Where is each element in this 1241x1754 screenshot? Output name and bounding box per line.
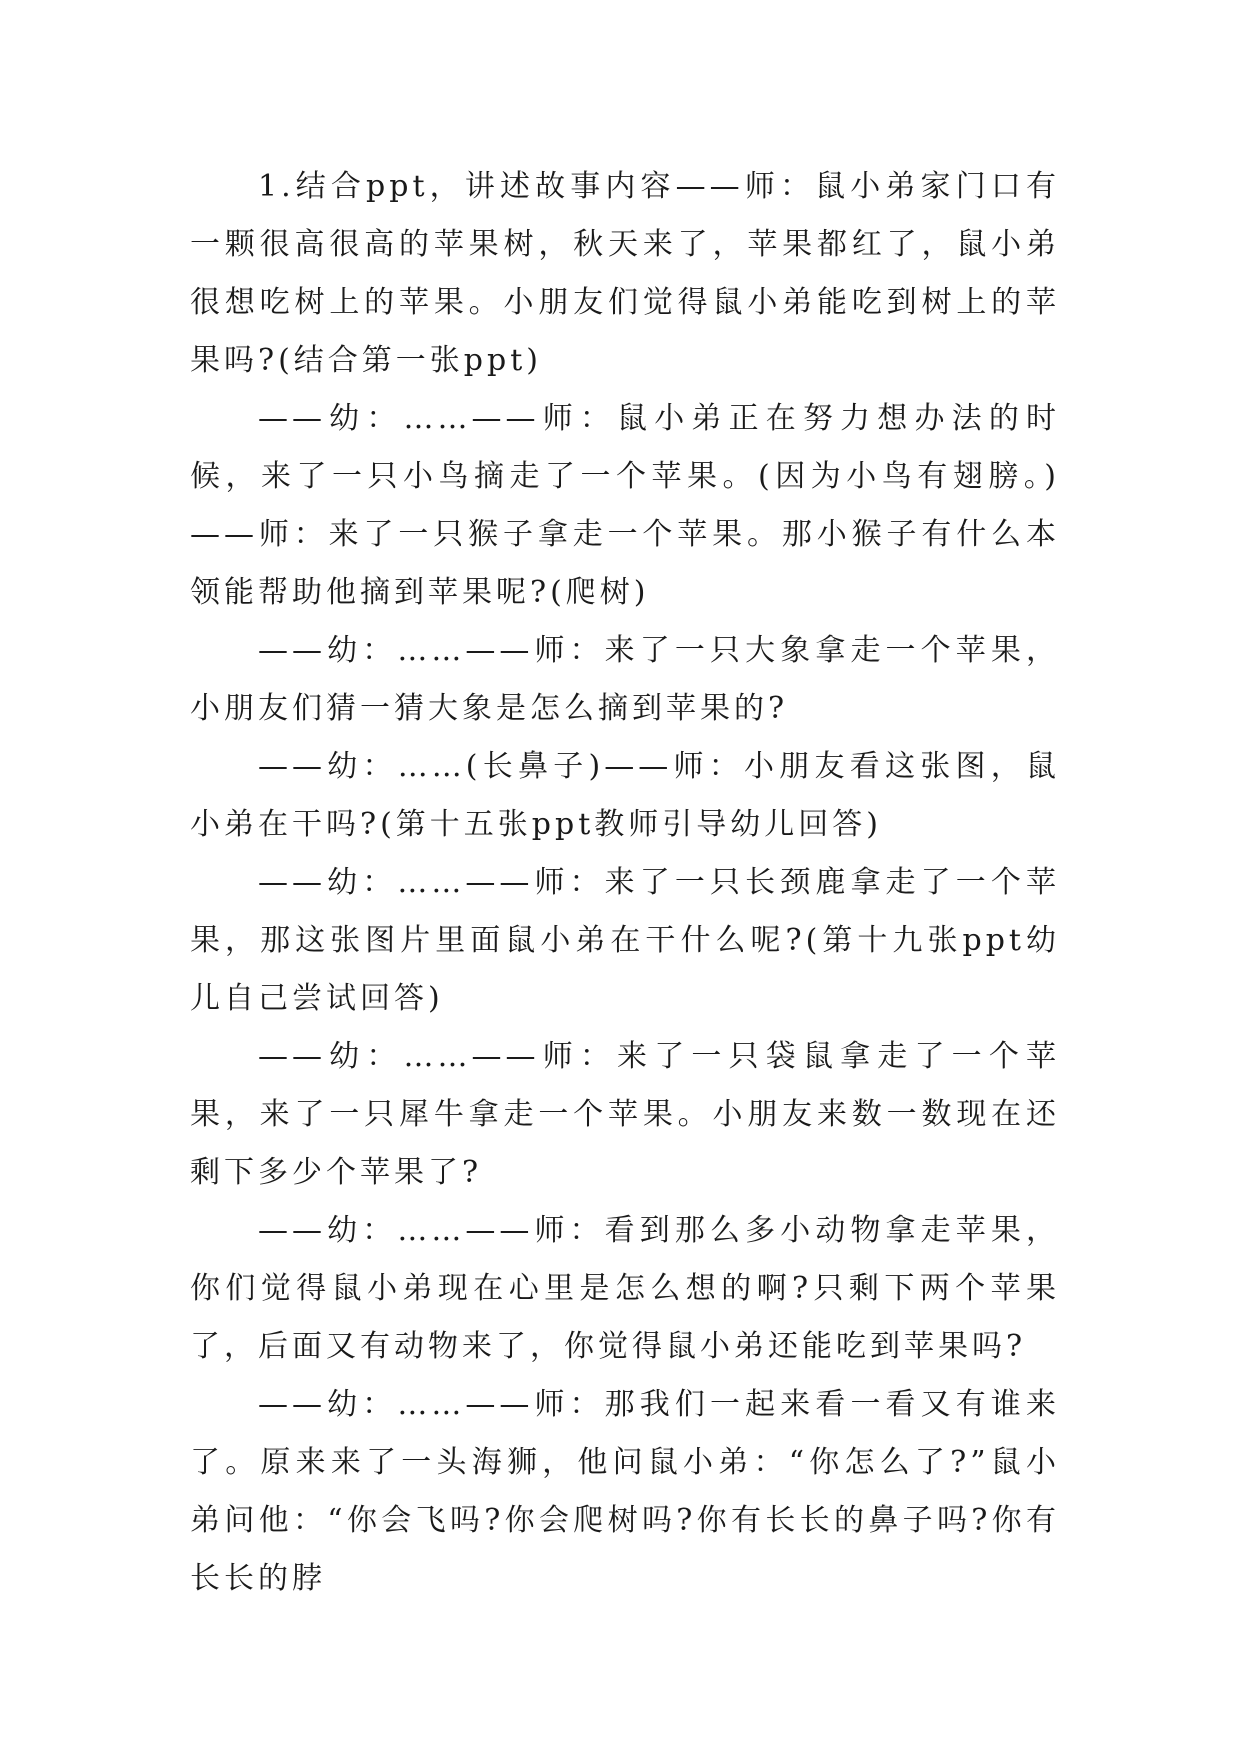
document-body: [190, 158, 1060, 1608]
paragraph-8: ——幼：……——师：那我们一起来看一看又有谁来了。原来来了一头海狮，他问鼠小弟：“你怎么了?”鼠小弟问他：“你会飞吗?你会爬树吗?你有长长的鼻子吗?你有长长的脖: [190, 1387, 1060, 1596]
paragraph-5: ——幼：……——师：来了一只长颈鹿拿走了一个苹果，那这张图片里面鼠小弟在干什么呢?(第十九张ppt幼儿自己尝试回答): [190, 865, 1060, 1016]
paragraph-2: ——幼：……——师：鼠小弟正在努力想办法的时候，来了一只小鸟摘走了一个苹果。(因为小鸟有翅膀。)——师：来了一只猴子拿走一个苹果。那小猴子有什么本领能帮助他摘到苹果呢?(爬树): [190, 401, 1060, 610]
paragraph-6: ——幼：……——师：来了一只袋鼠拿走了一个苹果，来了一只犀牛拿走一个苹果。小朋友来数一数现在还剩下多少个苹果了?: [190, 1039, 1060, 1190]
paragraph-4: ——幼：……(长鼻子)——师：小朋友看这张图，鼠小弟在干吗?(第十五张ppt教师引导幼儿回答): [190, 749, 1060, 842]
paragraph-7: ——幼：……——师：看到那么多小动物拿走苹果，你们觉得鼠小弟现在心里是怎么想的啊?只剩下两个苹果了，后面又有动物来了，你觉得鼠小弟还能吃到苹果吗?: [190, 1213, 1060, 1364]
paragraph-3: ——幼：……——师：来了一只大象拿走一个苹果，小朋友们猜一猜大象是怎么摘到苹果的?: [190, 633, 1060, 726]
paragraph-1: 1.结合ppt，讲述故事内容——师：鼠小弟家门口有一颗很高很高的苹果树，秋天来了，苹果都红了，鼠小弟很想吃树上的苹果。小朋友们觉得鼠小弟能吃到树上的苹果吗?(结合第一张ppt): [190, 169, 1060, 378]
